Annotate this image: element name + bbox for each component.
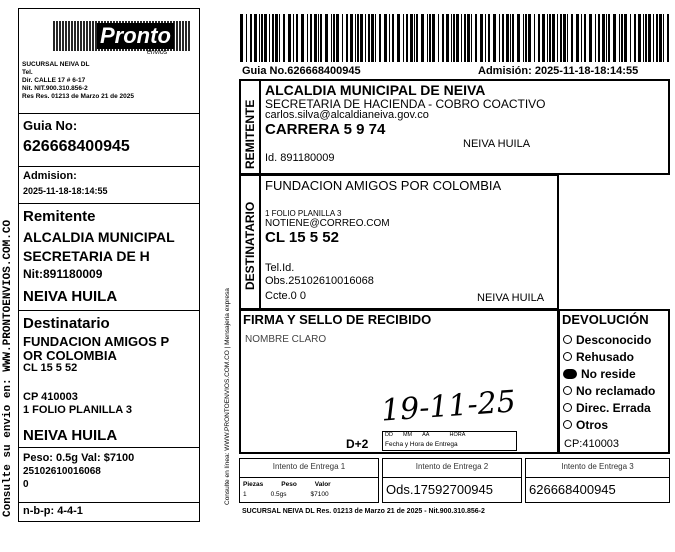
destinatario-addr: CL 15 5 52 (23, 362, 78, 374)
destinatario-cp: CP 410003 (23, 391, 78, 403)
barcode-bar (333, 14, 335, 62)
destinatario-ccte: Ccte.0 0 (265, 290, 306, 302)
destinatario-city: NEIVA HUILA (23, 427, 118, 444)
date-label-aa: AA (422, 432, 430, 438)
barcode-bar (293, 14, 294, 62)
devolucion-option (563, 382, 655, 399)
barcode (240, 14, 672, 64)
barcode-bar (342, 14, 343, 62)
barcode-bar (446, 14, 449, 62)
barcode-bar (621, 14, 623, 62)
barcode-bar (467, 14, 470, 62)
barcode-bar (456, 14, 459, 62)
barcode-bar (403, 14, 404, 62)
barcode-bar (510, 14, 511, 62)
barcode-bar (371, 14, 374, 62)
left-side-url: Consulte su envio en: WWW.PRONTOENVIOS.COM.CO (2, 219, 14, 517)
admision-label: Admision: (23, 170, 77, 182)
barcode-bar (307, 14, 308, 62)
barcode-bar (643, 14, 644, 62)
barcode-bar (379, 14, 381, 62)
remitente-addr: CARRERA 5 9 74 (265, 121, 386, 138)
remitente-dept: SECRETARIA DE HACIENDA - COBRO COACTIVO (265, 97, 546, 111)
barcode-bar (360, 14, 363, 62)
barcode-bar (563, 14, 566, 62)
barcode-bar (547, 14, 548, 62)
barcode-bar (451, 14, 452, 62)
barcode-bar (663, 14, 664, 62)
destinatario-tel: Tel.Id. (265, 262, 295, 274)
barcode-bar (480, 14, 483, 62)
barcode-bar (485, 14, 486, 62)
table-value-valor: $7100 (310, 491, 329, 498)
barcode-bar (581, 14, 582, 62)
destinatario-obs: Obs.25102610016068 (265, 275, 374, 287)
devolucion-box (558, 309, 670, 454)
right-remitente-box (239, 79, 670, 175)
radio-empty-icon (563, 352, 572, 361)
barcode-bar (567, 14, 568, 62)
left-guia-box (18, 113, 200, 167)
barcode-bar (549, 14, 551, 62)
barcode-bar (659, 14, 662, 62)
barcode-bar (318, 14, 319, 62)
intento-2-box (382, 458, 522, 503)
barcode-bar (279, 14, 280, 62)
barcode-bar (310, 14, 312, 62)
radio-empty-icon (563, 386, 572, 395)
barcode-bar (275, 14, 278, 62)
barcode-bar (608, 14, 610, 62)
remitente-tab: REMITENTE (241, 81, 261, 173)
devolucion-option (563, 416, 655, 433)
barcode-bar (325, 14, 328, 62)
barcode-bar (410, 14, 413, 62)
devolucion-option-label: No reside (581, 366, 636, 381)
remitente-email: carlos.silva@alcaldianeiva.gov.co (265, 109, 429, 121)
radio-empty-icon (563, 420, 572, 429)
zero-value: 0 (23, 479, 29, 490)
barcode-bar (264, 14, 267, 62)
remitente-nit: Nit:891180009 (23, 267, 103, 281)
radio-empty-icon (563, 403, 572, 412)
date-box (382, 431, 517, 451)
radio-empty-icon (563, 335, 572, 344)
barcode-bar (528, 14, 531, 62)
table-header-peso: Peso (281, 481, 297, 488)
barcode-bar (296, 14, 298, 62)
barcode-bar (320, 14, 322, 62)
barcode-bar (346, 14, 348, 62)
barcode-bar (432, 14, 435, 62)
left-admision-box (18, 166, 200, 204)
barcode-bar (542, 14, 545, 62)
barcode-bar (442, 14, 444, 62)
guia-label: Guia No: (23, 118, 78, 133)
barcode-bar (240, 14, 243, 62)
table-value-piezas: 1 (243, 491, 247, 498)
pronto-logo-subtext: envios (147, 49, 168, 56)
left-destinatario-box (18, 310, 200, 448)
barcode-bar (384, 14, 387, 62)
pronto-logo-text: Pronto (97, 23, 174, 49)
ods-number: Ods.17592700945 (386, 482, 493, 497)
date-caption: Fecha y Hora de Entrega (385, 441, 458, 448)
barcode-bar (488, 14, 490, 62)
barcode-bar (606, 14, 607, 62)
admision-date: 2025-11-18-18:14:55 (23, 186, 108, 196)
barcode-bar (512, 14, 514, 62)
devolucion-option-label: Rehusado (576, 349, 635, 364)
barcode-bar (538, 14, 540, 62)
barcode-bar (314, 14, 317, 62)
barcode-bar (375, 14, 376, 62)
destinatario-name: FUNDACION AMIGOS POR COLOMBIA (265, 178, 502, 193)
barcode-bar (638, 14, 641, 62)
devolucion-option (563, 399, 655, 416)
firma-name-label: NOMBRE CLARO (245, 334, 327, 345)
barcode-bar (648, 14, 651, 62)
guia-line: Guia No.626668400945 (242, 65, 361, 77)
barcode-bar (438, 14, 439, 62)
barcode-bar (471, 14, 472, 62)
barcode-bar (571, 14, 573, 62)
destinatario-line1: FUNDACION AMIGOS P (23, 334, 170, 349)
admision-line: Admisión: 2025-11-18-18:14:55 (478, 65, 639, 77)
barcode-bar (357, 14, 359, 62)
barcode-bar (365, 14, 366, 62)
remitente-id: Id. 891180009 (265, 152, 335, 164)
barcode-bar (493, 14, 496, 62)
footer-text: SUCURSAL NEIVA DL Res. 01213 de Marzo 21 de 2025 - Nit.900.310.856-2 (242, 508, 485, 515)
table-header-piezas: Piezas (243, 481, 264, 488)
remitente-city: NEIVA HUILA (463, 138, 531, 150)
radio-filled-icon (563, 369, 577, 379)
devolucion-option (563, 348, 655, 365)
right-side-url: Consulte en línea: WWW.PRONTOENVIOS.COM.CO | Mensajeria expresa (224, 288, 231, 505)
barcode-bar (502, 14, 504, 62)
left-remitente-box (18, 203, 200, 311)
destinatario-note: 1 FOLIO PLANILLA 3 (23, 404, 132, 416)
barcode-bar (506, 14, 509, 62)
left-route-box (18, 502, 200, 522)
destinatario-email: NOTIENE@CORREO.COM (265, 218, 390, 229)
destinatario-note: 1 FOLIO PLANILLA 3 (265, 209, 342, 218)
destinatario-label: Destinatario (23, 315, 110, 332)
firma-box (239, 309, 559, 454)
barcode-bar (602, 14, 605, 62)
devolucion-title: DEVOLUCIÓN (562, 312, 649, 327)
barcode-bar (427, 14, 428, 62)
barcode-bar (250, 14, 252, 62)
devolucion-option-label: Desconocido (576, 332, 652, 347)
barcode-bar (392, 14, 394, 62)
barcode-bar (414, 14, 415, 62)
barcode-bar (653, 14, 654, 62)
barcode-bar (645, 14, 647, 62)
barcode-bar (557, 14, 558, 62)
barcode-bar (534, 14, 535, 62)
left-peso-box (18, 447, 200, 503)
barcode-bar (499, 14, 500, 62)
right-destinatario-box (239, 174, 559, 310)
intento-2-label: Intento de Entrega 2 (415, 462, 489, 471)
barcode-bar (517, 14, 520, 62)
barcode-bar (525, 14, 527, 62)
left-header-box (18, 8, 200, 114)
barcode-bar (552, 14, 555, 62)
barcode-bar (656, 14, 658, 62)
date-label-dd: DD (385, 432, 393, 438)
table-value-peso: 0.5gs (270, 491, 287, 498)
barcode-bar (350, 14, 353, 62)
barcode-bar (475, 14, 477, 62)
guia-number-box: 626668400945 (529, 482, 616, 497)
barcode-bar (368, 14, 370, 62)
intento-3-label: Intento de Entrega 3 (561, 462, 634, 471)
destinatario-tab: DESTINATARIO (241, 176, 261, 308)
destinatario-line2: OR COLOMBIA (23, 348, 117, 363)
obs-code: 25102610016068 (23, 466, 101, 477)
barcode-bar (331, 14, 332, 62)
barcode-bar (421, 14, 424, 62)
barcode-bar (429, 14, 431, 62)
barcode-bar (269, 14, 270, 62)
barcode-bar (261, 14, 263, 62)
devolucion-option-label: Otros (576, 417, 609, 432)
barcode-bar (272, 14, 274, 62)
barcode-bar (523, 14, 524, 62)
barcode-bar (336, 14, 339, 62)
devolucion-option-label: Direc. Errada (576, 400, 651, 415)
barcode-bar (667, 14, 669, 62)
firma-title: FIRMA Y SELLO DE RECIBIDO (243, 312, 432, 327)
barcode-bar (416, 14, 418, 62)
intento-1-label: Intento de Entrega 1 (272, 462, 346, 471)
remitente-name: ALCALDIA MUNICIPAL DE NEIVA (265, 82, 486, 98)
remitente-line1: ALCALDIA MUNICIPAL (23, 229, 175, 245)
barcode-bar (576, 14, 579, 62)
barcode-bar (259, 14, 260, 62)
barcode-bar (254, 14, 257, 62)
devolucion-option (563, 365, 655, 382)
devolucion-options (563, 331, 655, 433)
barcode-bar (613, 14, 616, 62)
devolucion-option (563, 331, 655, 348)
barcode-bar (288, 14, 291, 62)
guia-number: 626668400945 (23, 138, 130, 155)
barcode-bar (397, 14, 400, 62)
barcode-bar (464, 14, 466, 62)
barcode-bar (560, 14, 562, 62)
barcode-bar (453, 14, 455, 62)
barcode-bar (584, 14, 586, 62)
barcode-bar (301, 14, 304, 62)
barcode-bar (461, 14, 462, 62)
barcode-bar (406, 14, 408, 62)
d-plus-label: D+2 (346, 437, 369, 451)
barcode-bar (595, 14, 596, 62)
destinatario-addr: CL 15 5 52 (265, 229, 339, 246)
barcode-bar (624, 14, 627, 62)
remitente-city: NEIVA HUILA (23, 288, 118, 305)
signature: 19-11-25 (379, 384, 517, 429)
intento-1-box (239, 458, 379, 503)
barcode-bar (389, 14, 390, 62)
barcode-bar (589, 14, 592, 62)
date-label-hora: HORA (449, 432, 466, 438)
barcode-bar (355, 14, 356, 62)
destinatario-city: NEIVA HUILA (477, 292, 545, 304)
barcode-bar (246, 14, 247, 62)
barcode-bar (598, 14, 600, 62)
route-code: n-b-p: 4-4-1 (23, 505, 83, 517)
barcode-bar (619, 14, 620, 62)
remitente-line2: SECRETARIA DE H (23, 248, 150, 264)
branch-info: SUCURSAL NEIVA DL Tel. Dir. CALLE 17 # 6-17 Nit. NIT.900.310.856-2 Res Res. 01213 de Marzo 21 de 2025 (22, 61, 135, 100)
peso-line: Peso: 0.5g Val: $7100 (23, 452, 135, 464)
remitente-label: Remitente (23, 208, 96, 225)
devolucion-option-label: No reclamado (576, 383, 656, 398)
barcode-bar (630, 14, 631, 62)
intento-3-box (525, 458, 670, 503)
barcode-bar (634, 14, 636, 62)
barcode-bar (283, 14, 285, 62)
devolucion-cp: CP:410003 (564, 438, 620, 450)
table-header-valor: Valor (314, 481, 331, 488)
date-label-mm: MM (402, 432, 413, 438)
